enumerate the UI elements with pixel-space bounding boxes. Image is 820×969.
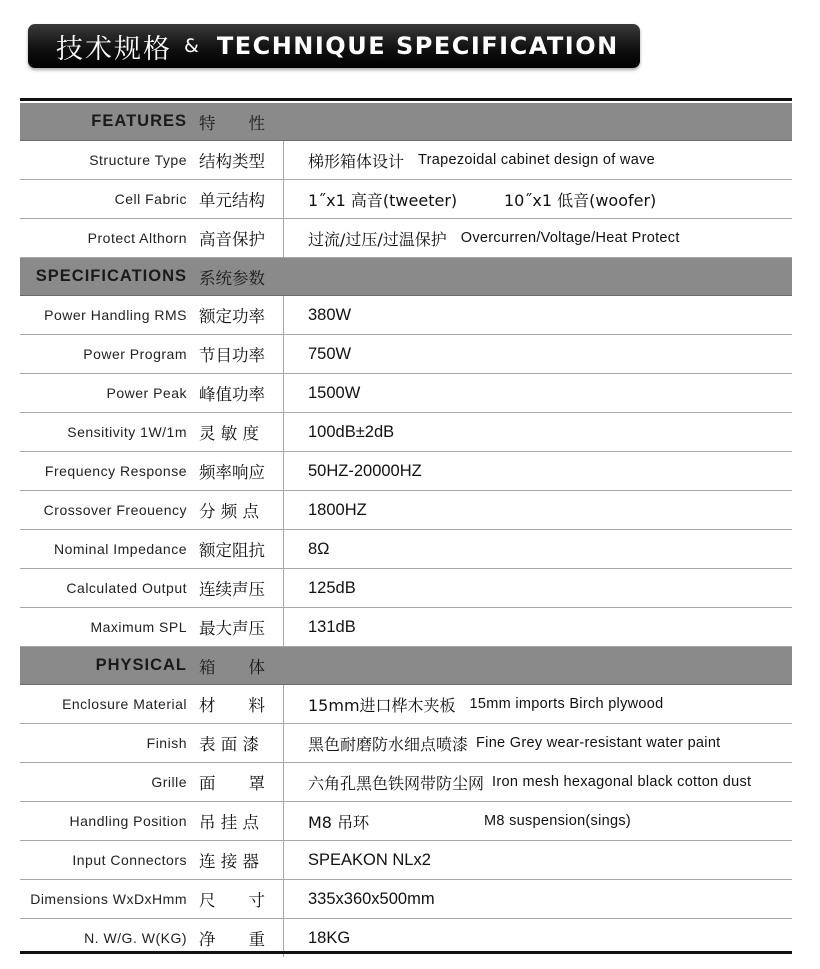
bottom-divider xyxy=(20,951,792,954)
spec-row-cell-fabric xyxy=(20,180,792,219)
row-value xyxy=(283,219,792,257)
spec-row-maximum-spl xyxy=(20,608,792,647)
value-cn: 六角孔黑色铁网带防尘网 xyxy=(308,773,485,793)
row-label-en: Power Peak xyxy=(106,385,187,401)
row-label-cn: 最大声压 xyxy=(199,619,265,638)
row-label-en: Enclosure Material xyxy=(62,696,187,712)
row-value: 100dB±2dB xyxy=(283,413,792,451)
value-en: Trapezoidal cabinet design of wave xyxy=(418,152,655,168)
value-cn: 15mm进口桦木夹板 xyxy=(308,695,456,715)
section-header-physical xyxy=(20,647,792,685)
spec-row-dimensions xyxy=(20,880,792,919)
value-en: Fine Grey wear-resistant water paint xyxy=(476,735,721,751)
title-banner xyxy=(28,24,640,68)
row-label-cn: 峰值功率 xyxy=(199,385,265,404)
row-label-cn: 连续声压 xyxy=(199,580,265,599)
value-cn: 梯形箱体设计 xyxy=(308,151,405,171)
spec-row-calculated-output xyxy=(20,569,792,608)
row-label-cn: 连 接 器 xyxy=(199,852,259,871)
spec-row-crossover xyxy=(20,491,792,530)
value-en: 15mm imports Birch plywood xyxy=(469,696,664,712)
row-label-en: Cell Fabric xyxy=(114,191,187,207)
row-value xyxy=(283,724,792,762)
row-label-en: Maximum SPL xyxy=(90,619,187,635)
row-value: 1500W xyxy=(283,374,792,412)
spec-row-structure-type xyxy=(20,141,792,180)
section-title-cn: 系统参数 xyxy=(199,268,265,288)
spec-table xyxy=(20,103,792,957)
section-title-cn: 箱 体 xyxy=(199,657,265,677)
row-label-cn: 面 罩 xyxy=(199,774,265,793)
row-label-cn: 吊 挂 点 xyxy=(199,813,259,832)
row-label-cn: 表 面 漆 xyxy=(199,735,259,754)
row-label-en: Sensitivity 1W/1m xyxy=(67,424,187,440)
row-label-en: Handling Position xyxy=(69,813,187,829)
row-value xyxy=(283,802,792,840)
row-value: 18KG xyxy=(283,919,792,957)
title-chinese: 技术规格 xyxy=(56,33,172,65)
row-value: 131dB xyxy=(283,608,792,646)
section-title-en: SPECIFICATIONS xyxy=(35,267,187,285)
value-en: M8 suspension(sings) xyxy=(484,813,632,829)
spec-row-finish xyxy=(20,724,792,763)
row-label-cn: 材 料 xyxy=(199,696,265,715)
row-value: 750W xyxy=(283,335,792,373)
row-value xyxy=(283,180,792,218)
section-title-en: FEATURES xyxy=(91,112,187,130)
row-label-en: N. W/G. W(KG) xyxy=(84,930,187,946)
row-value xyxy=(283,685,792,723)
section-title-cn: 特 性 xyxy=(199,113,265,133)
row-label-cn: 额定功率 xyxy=(199,307,265,326)
row-label-cn: 灵 敏 度 xyxy=(199,424,259,443)
row-label-en: Calculated Output xyxy=(66,580,187,596)
row-label-en: Grille xyxy=(151,774,187,790)
spec-row-grille xyxy=(20,763,792,802)
row-label-cn: 分 频 点 xyxy=(199,502,259,521)
row-label-cn: 高音保护 xyxy=(199,230,265,249)
row-label-en: Dimensions WxDxHmm xyxy=(30,891,187,907)
spec-row-input-connectors xyxy=(20,841,792,880)
row-label-en: Input Connectors xyxy=(72,852,187,868)
row-value: 1800HZ xyxy=(283,491,792,529)
row-value xyxy=(283,763,792,801)
row-label-cn: 节目功率 xyxy=(199,346,265,365)
value-tweeter: 1˝x1 高音(tweeter) xyxy=(308,190,458,210)
row-label-en: Power Handling RMS xyxy=(44,307,187,323)
row-label-en: Power Program xyxy=(83,346,187,362)
row-value xyxy=(283,141,792,179)
row-value: 50HZ-20000HZ xyxy=(283,452,792,490)
value-cn: 黑色耐磨防水细点喷漆 xyxy=(308,734,469,754)
spec-row-power-rms xyxy=(20,296,792,335)
section-header-features xyxy=(20,103,792,141)
value-cn: M8 吊环 xyxy=(308,812,370,832)
row-label-cn: 单元结构 xyxy=(199,191,265,210)
row-label-en: Finish xyxy=(146,735,187,751)
spec-row-power-program xyxy=(20,335,792,374)
spec-row-sensitivity xyxy=(20,413,792,452)
row-value: SPEAKON NLx2 xyxy=(283,841,792,879)
row-label-cn: 净 重 xyxy=(199,930,265,949)
section-header-specifications xyxy=(20,258,792,296)
value-en: Iron mesh hexagonal black cotton dust xyxy=(492,774,752,790)
title-english: TECHNIQUE SPECIFICATION xyxy=(216,32,619,60)
value-en: Overcurren/Voltage/Heat Protect xyxy=(460,230,680,246)
row-label-cn: 结构类型 xyxy=(199,152,265,171)
spec-row-power-peak xyxy=(20,374,792,413)
section-title-en: PHYSICAL xyxy=(95,656,187,674)
row-label-cn: 频率响应 xyxy=(199,463,265,482)
value-woofer: 10˝x1 低音(woofer) xyxy=(504,190,657,210)
row-label-en: Protect Althorn xyxy=(87,230,187,246)
spec-row-impedance xyxy=(20,530,792,569)
spec-row-protect xyxy=(20,219,792,258)
row-label-en: Crossover Freouency xyxy=(43,502,187,518)
spec-row-enclosure-material xyxy=(20,685,792,724)
spec-row-frequency-response xyxy=(20,452,792,491)
row-value: 125dB xyxy=(283,569,792,607)
row-value: 380W xyxy=(283,296,792,334)
row-value: 335x360x500mm xyxy=(283,880,792,918)
row-label-en: Frequency Response xyxy=(44,463,187,479)
value-cn: 过流/过压/过温保护 xyxy=(308,229,447,249)
row-label-en: Nominal Impedance xyxy=(53,541,187,557)
spec-row-handling-position xyxy=(20,802,792,841)
row-value: 8Ω xyxy=(283,530,792,568)
title-ampersand: & xyxy=(184,35,199,57)
top-divider xyxy=(20,98,792,101)
row-label-cn: 额定阻抗 xyxy=(199,541,265,560)
row-label-en: Structure Type xyxy=(89,152,187,168)
row-label-cn: 尺 寸 xyxy=(199,891,265,910)
